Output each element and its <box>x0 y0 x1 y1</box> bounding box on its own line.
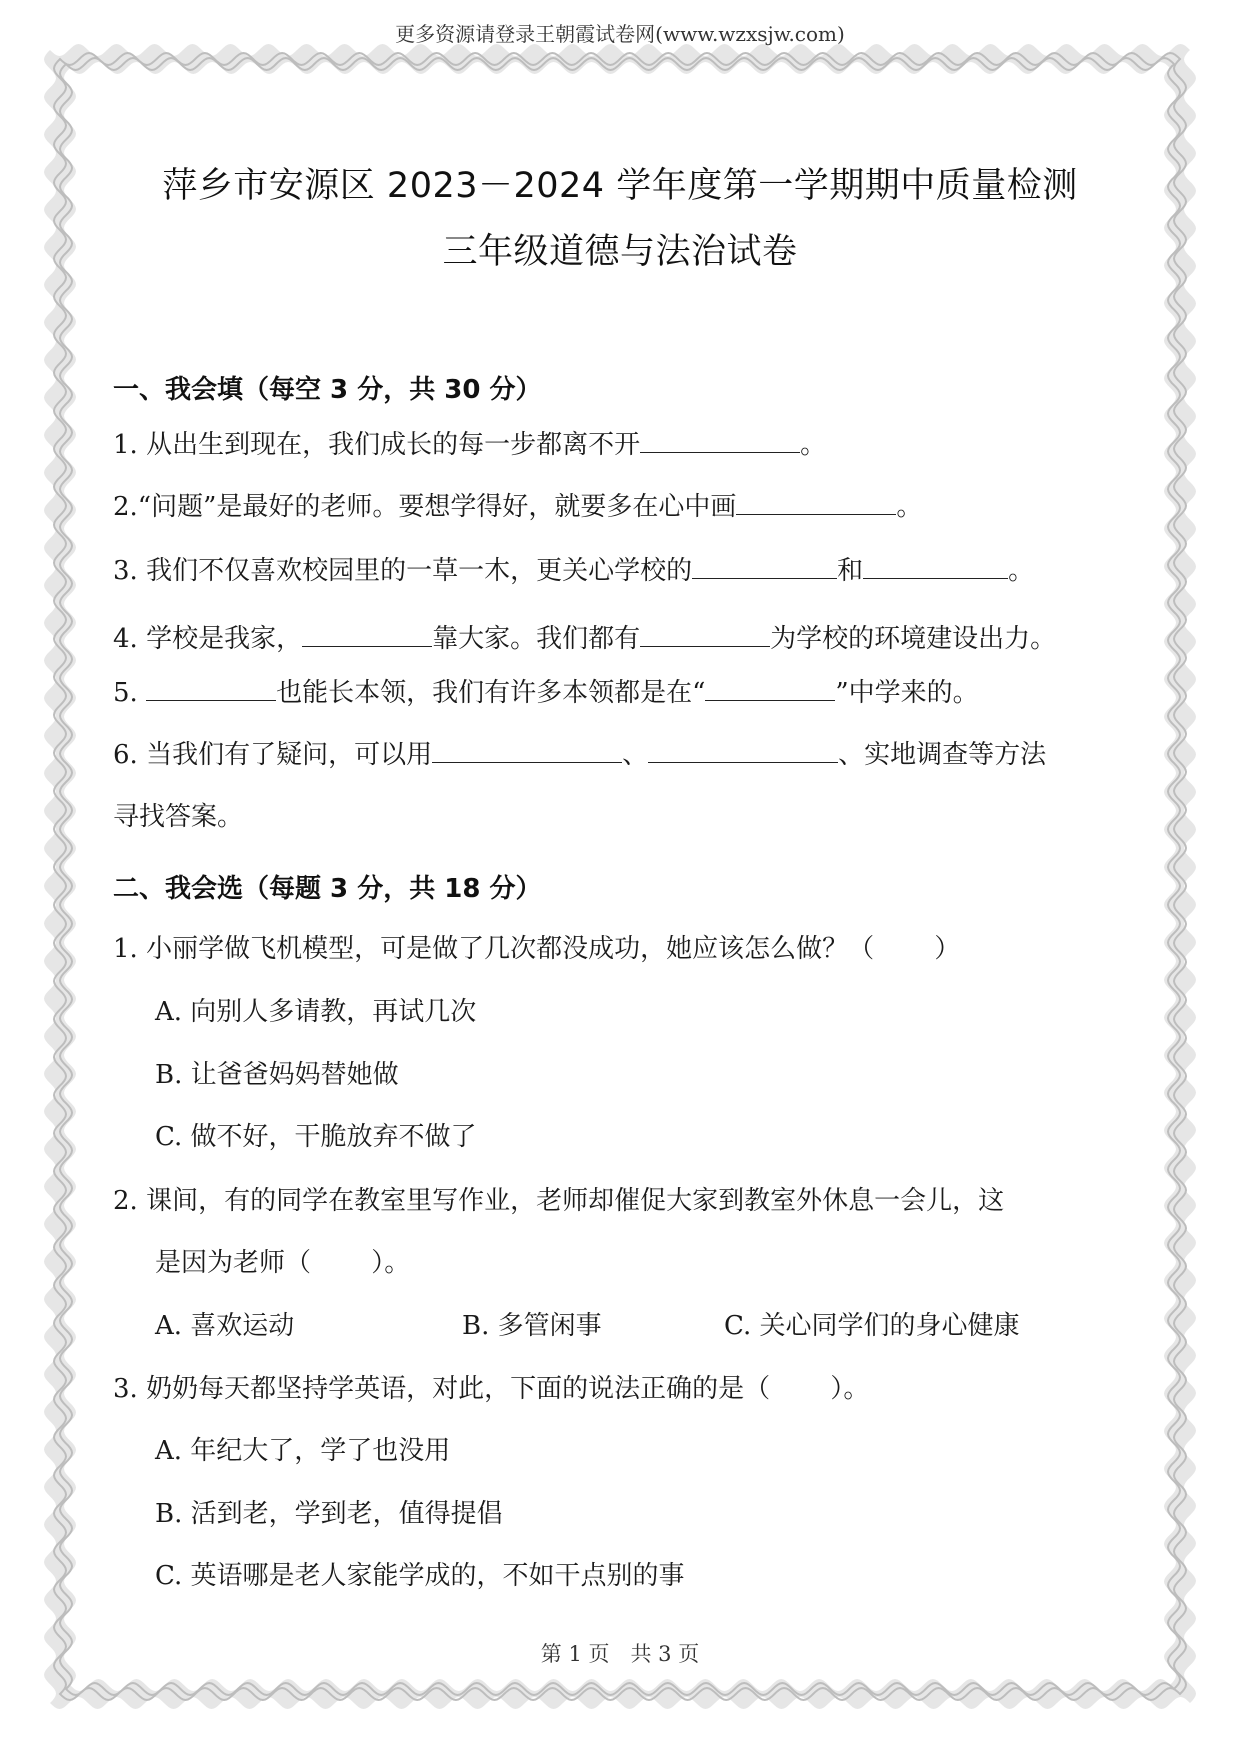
q5-num: 5. <box>113 678 147 708</box>
q1-text: 1. 从出生到现在，我们成长的每一步都离不开 <box>113 430 641 460</box>
choice-question-1: 1. 小丽学做飞机模型，可是做了几次都没成功，她应该怎么做？（ ） <box>113 934 961 964</box>
fill-question-3 <box>113 550 1034 587</box>
q3-option-b[interactable]: B. 活到老，学到老，值得提倡 <box>155 1499 503 1529</box>
exam-title: 萍乡市安源区 2023－2024 学年度第一学期期中质量检测 <box>162 166 1078 206</box>
q6-sep: 、 <box>622 740 649 770</box>
answer-blank[interactable] <box>302 624 432 647</box>
answer-blank[interactable] <box>705 678 835 701</box>
answer-blank[interactable] <box>736 492 896 515</box>
fill-question-2 <box>113 486 922 523</box>
q6-text: 6. 当我们有了疑问，可以用 <box>113 740 433 770</box>
q2-option-b[interactable]: B. 多管闲事 <box>462 1311 602 1341</box>
fill-question-1 <box>113 424 826 461</box>
q3-option-c[interactable]: C. 英语哪是老人家能学成的，不如干点别的事 <box>155 1561 685 1591</box>
fill-question-4 <box>113 618 1056 655</box>
q5-mid: 也能长本领，我们有许多本领都是在“ <box>276 678 706 708</box>
q2-option-c[interactable]: C. 关心同学们的身心健康 <box>724 1311 1020 1341</box>
section-1-heading: 一、我会填（每空 3 分，共 30 分） <box>113 375 542 405</box>
q4-mid: 靠大家。我们都有 <box>432 624 641 654</box>
q6-end: 、实地调查等方法 <box>838 740 1047 770</box>
header-note: 更多资源请登录王朝霞试卷网(www.wzxsjw.com) <box>395 22 845 46</box>
q3-mid: 和 <box>837 556 864 586</box>
answer-blank[interactable] <box>146 678 276 701</box>
fill-question-5 <box>113 672 979 709</box>
section-2-heading: 二、我会选（每题 3 分，共 18 分） <box>113 874 542 904</box>
q1-end: 。 <box>800 430 827 460</box>
q1-option-c[interactable]: C. 做不好，干脆放弃不做了 <box>155 1122 477 1152</box>
fill-question-6 <box>113 734 1046 771</box>
answer-blank[interactable] <box>640 624 770 647</box>
answer-blank[interactable] <box>692 556 837 579</box>
choice-question-3: 3. 奶奶每天都坚持学英语，对此，下面的说法正确的是（ ）。 <box>113 1374 870 1404</box>
fill-question-6-cont: 寻找答案。 <box>113 802 244 832</box>
q4-text: 4. 学校是我家， <box>113 624 303 654</box>
choice-question-2: 2. 课间，有的同学在教室里写作业，老师却催促大家到教室外休息一会儿，这 <box>113 1186 1005 1216</box>
q4-end: 为学校的环境建设出力。 <box>770 624 1057 654</box>
page-footer: 第 1 页 共 3 页 <box>540 1642 700 1666</box>
q2-option-a[interactable]: A. 喜欢运动 <box>155 1311 295 1341</box>
q2-end: 。 <box>896 492 923 522</box>
choice-question-2-cont: 是因为老师（ ）。 <box>155 1248 411 1278</box>
q1-option-b[interactable]: B. 让爸爸妈妈替她做 <box>155 1060 399 1090</box>
q3-option-a[interactable]: A. 年纪大了，学了也没用 <box>155 1436 451 1466</box>
answer-blank[interactable] <box>863 556 1008 579</box>
answer-blank[interactable] <box>432 740 622 763</box>
q3-text: 3. 我们不仅喜欢校园里的一草一木，更关心学校的 <box>113 556 693 586</box>
q5-end: ”中学来的。 <box>835 678 979 708</box>
q2-text: 2.“问题”是最好的老师。要想学得好，就要多在心中画 <box>113 492 737 522</box>
q3-end: 。 <box>1008 556 1035 586</box>
answer-blank[interactable] <box>648 740 838 763</box>
answer-blank[interactable] <box>640 430 800 453</box>
q1-option-a[interactable]: A. 向别人多请教，再试几次 <box>155 997 477 1027</box>
exam-subtitle: 三年级道德与法治试卷 <box>442 232 798 272</box>
